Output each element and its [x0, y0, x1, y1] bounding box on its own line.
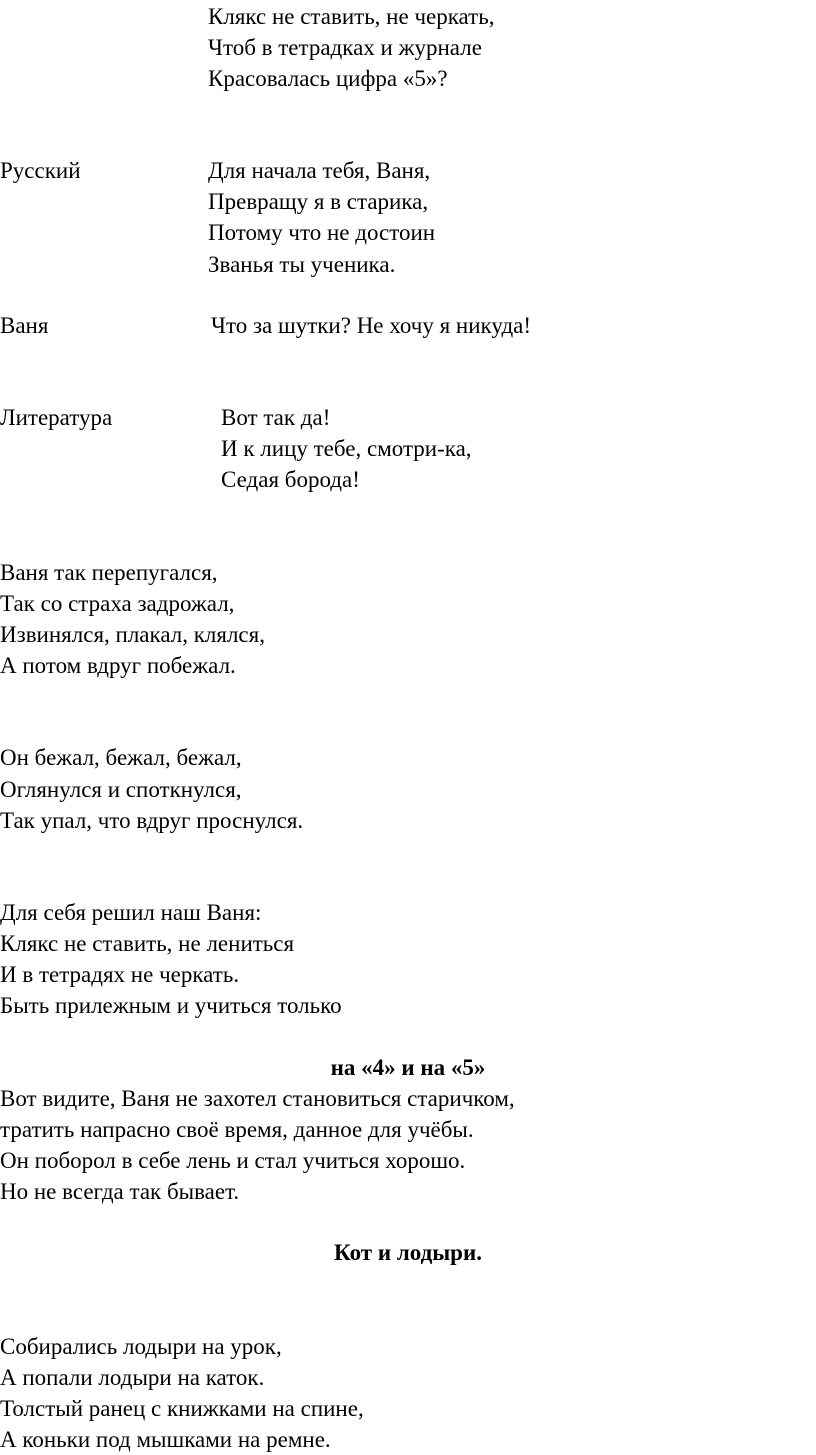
narration-line: Вот видите, Ваня не захотел становиться старичком, [0, 1086, 515, 1111]
literature-line: И к лицу тебе, смотри-ка, [221, 436, 472, 461]
stanza-line: Так упал, что вдруг проснулся. [0, 808, 304, 833]
speaker-russian: Русский [0, 158, 81, 183]
grades-line: на «4» и на «5» [330, 1055, 486, 1080]
intro-line: Клякс не ставить, не черкать, [208, 4, 495, 29]
intro-line: Красовалась цифра «5»? [208, 66, 448, 91]
stanza-line: И в тетрадях не черкать. [0, 962, 240, 987]
russian-line: Званья ты ученика. [208, 252, 396, 277]
russian-line: Превращу я в старика, [208, 189, 429, 214]
stanza-line: Ваня так перепугался, [0, 560, 218, 585]
russian-line: Для начала тебя, Ваня, [208, 158, 431, 183]
literature-line: Седая борода! [221, 467, 360, 492]
russian-line: Потому что не достоин [208, 220, 436, 245]
stanza-line: Быть прилежным и учиться только [0, 993, 342, 1018]
narration-line: Но не всегда так бывает. [0, 1179, 240, 1204]
stanza-line: Толстый ранец с книжками на спине, [0, 1396, 364, 1421]
section-title: Кот и лодыри. [334, 1240, 482, 1265]
stanza-line: Он бежал, бежал, бежал, [0, 745, 242, 770]
literature-line: Вот так да! [221, 405, 331, 430]
intro-line: Чтоб в тетрадках и журнале [208, 35, 482, 60]
speaker-literature: Литература [0, 405, 113, 430]
stanza-line: А потом вдруг побежал. [0, 653, 236, 678]
stanza-line: Извинялся, плакал, клялся, [0, 622, 265, 647]
stanza-line: А попали лодыри на каток. [0, 1365, 265, 1390]
narration-line: тратить напрасно своё время, данное для учёбы. [0, 1117, 474, 1142]
narration-line: Он поборол в себе лень и стал учиться хорошо. [0, 1148, 466, 1173]
stanza-line: А коньки под мышками на ремне. [0, 1427, 331, 1452]
stanza-line: Оглянулся и споткнулся, [0, 777, 242, 802]
stanza-line: Собирались лодыри на урок, [0, 1334, 282, 1359]
stanza-line: Так со страха задрожал, [0, 591, 235, 616]
stanza-line: Клякс не ставить, не лениться [0, 931, 295, 956]
stanza-line: Для себя решил наш Ваня: [0, 900, 262, 925]
vanya-line: Что за шутки? Не хочу я никуда! [211, 313, 532, 338]
speaker-vanya: Ваня [0, 313, 49, 338]
